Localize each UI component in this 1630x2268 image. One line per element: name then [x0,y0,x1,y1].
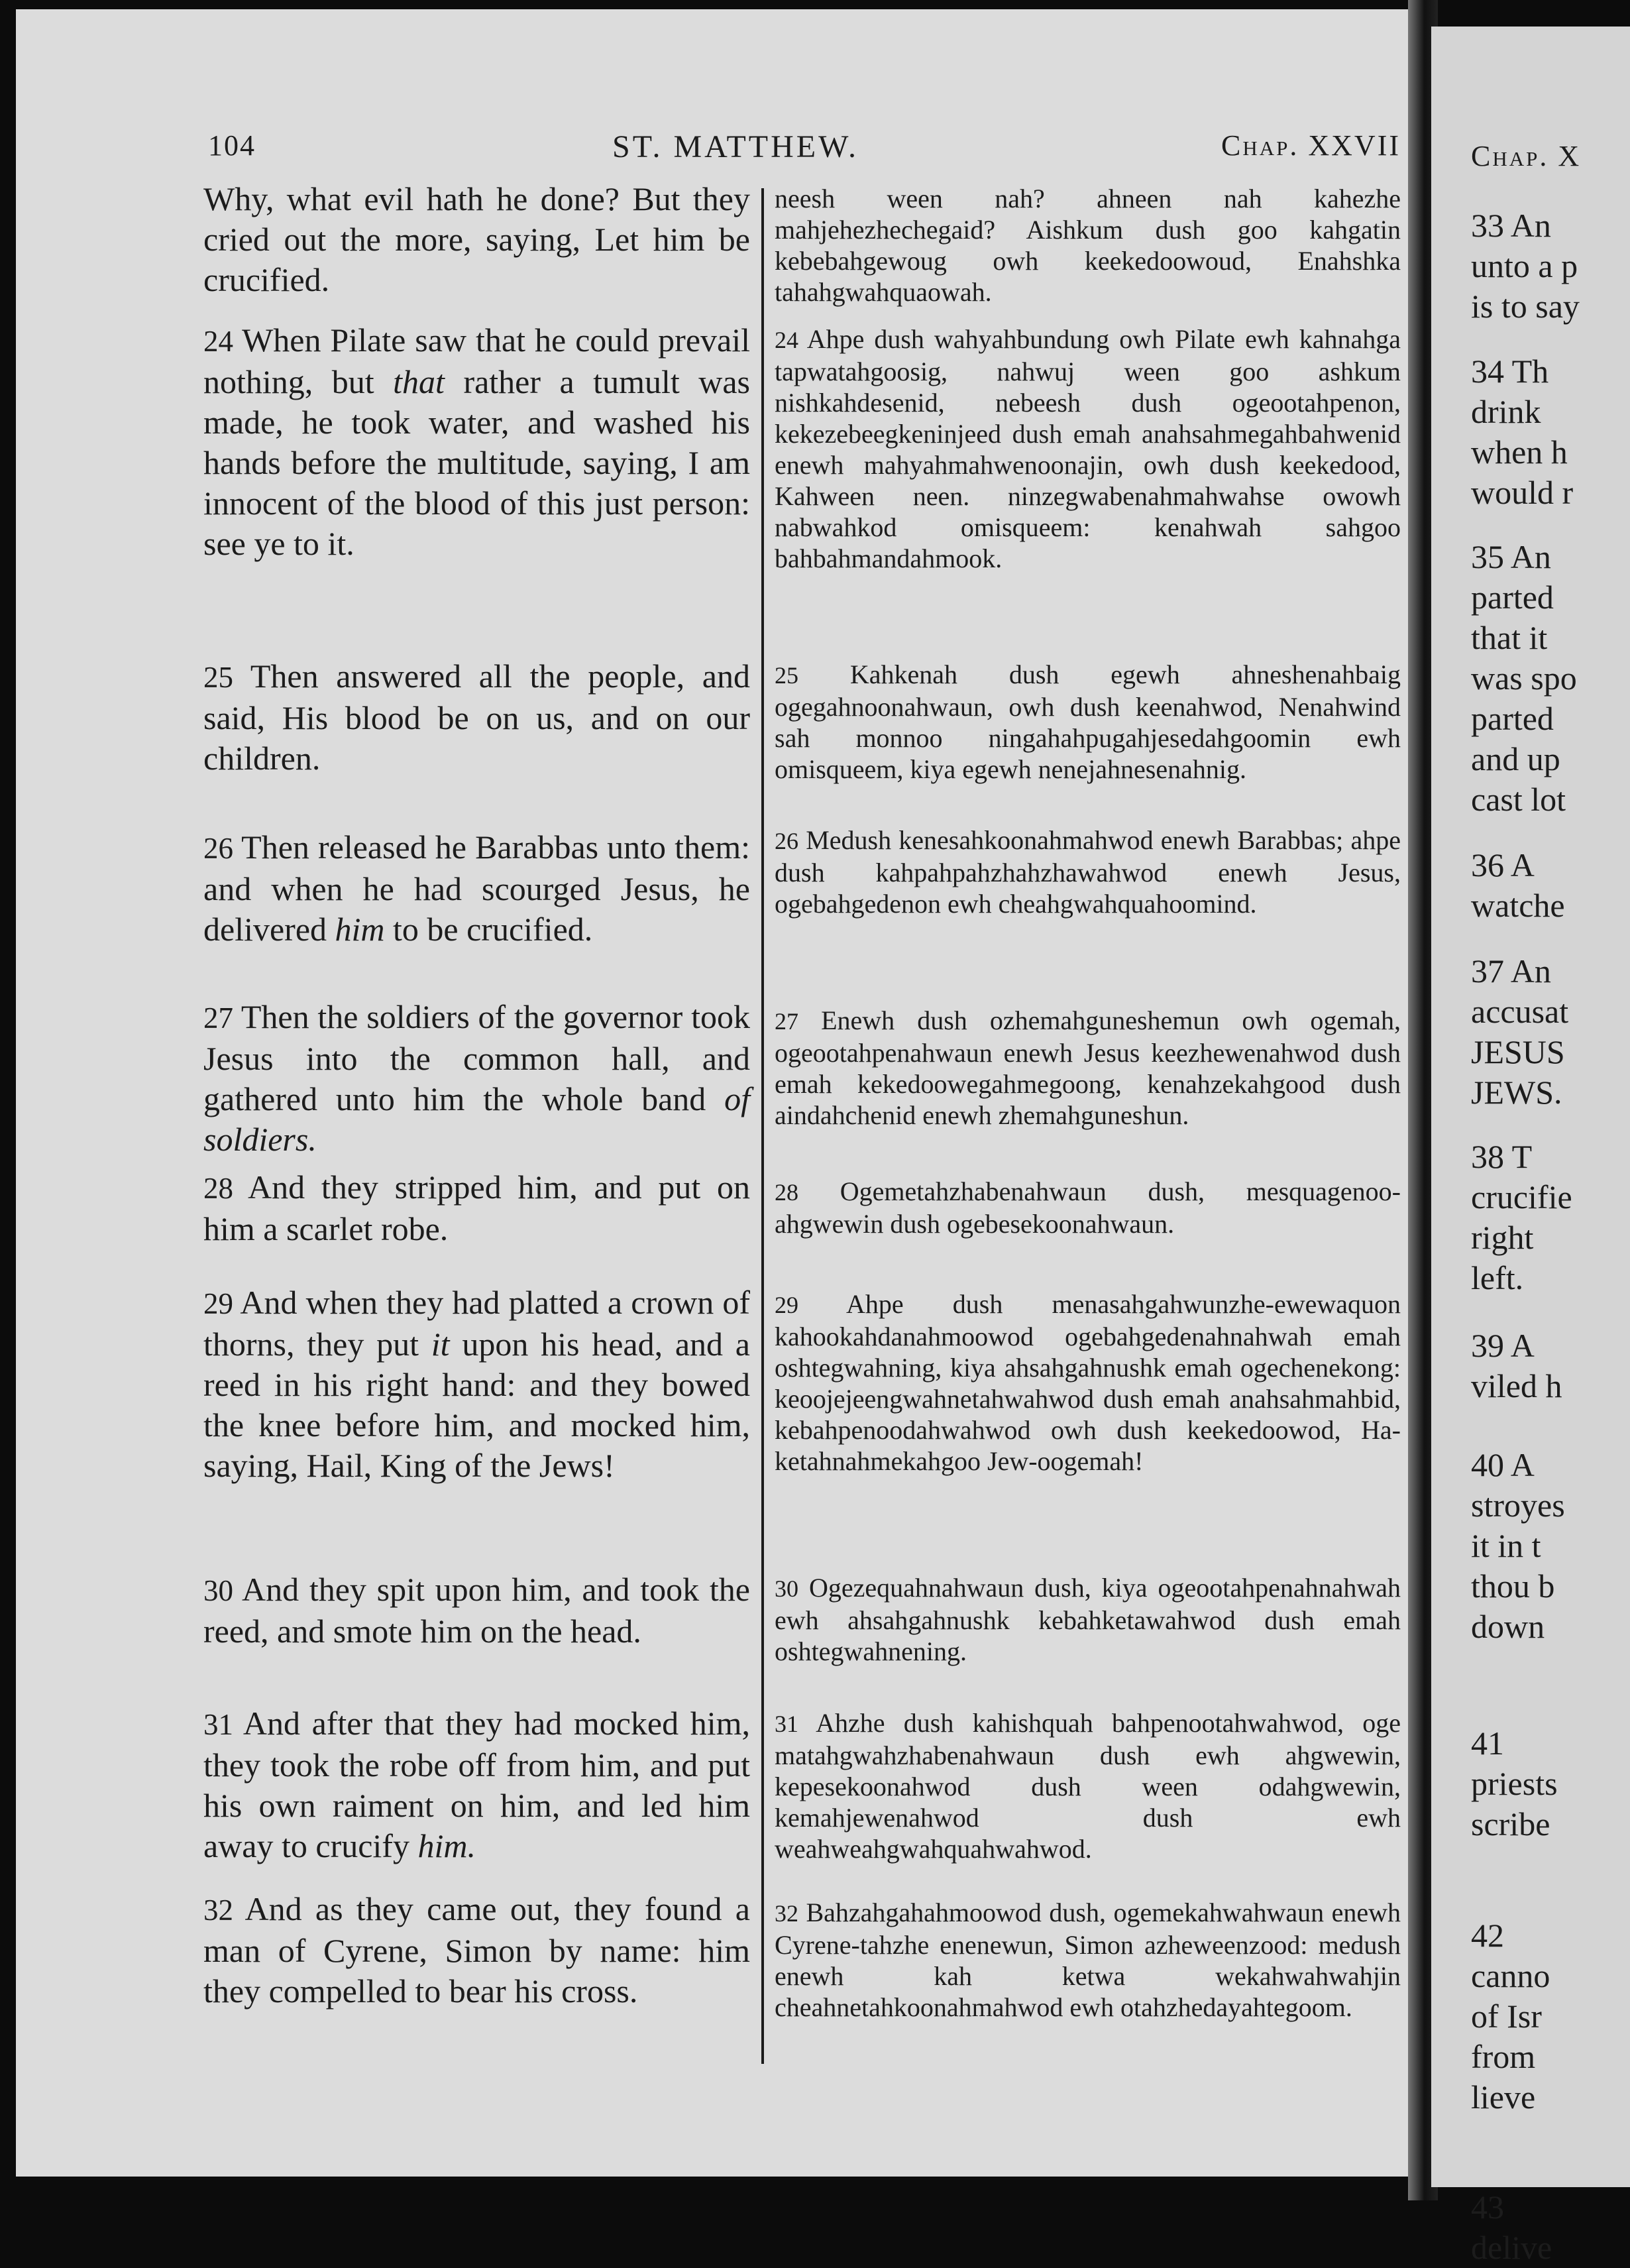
english-verse [203,1703,750,1866]
verse-number: 29 [203,1287,233,1320]
verse-text-part: When Pilate saw that he could prevail nothing, but [203,321,750,400]
right-page-line: down [1471,1608,1545,1645]
right-page-line: 37 An [1471,952,1551,990]
right-page-line: 33 An [1471,207,1551,244]
page-number: 104 [208,129,256,162]
verse-text-part: Then the soldiers of the governor took Jesus into the common hall, and gathered unto him the whole band [203,998,750,1117]
verse-text [775,1897,1401,2023]
column-divider [761,188,764,2064]
verse-text [203,320,750,564]
page-header [188,122,1401,168]
right-page-line: canno [1471,1957,1550,1994]
verse-text [775,1572,1401,1667]
right-page-line: stroyes [1471,1487,1565,1524]
right-page-line: drink [1471,393,1541,430]
right-page-line: JESUS [1471,1033,1565,1070]
verse-text-part: Enewh dush ozhemahguneshemun owh ogemah, ogeootahpenahwaun enewh Jesus keezhewenahwod dush emah kekedoowegahmegoong, kenahzekahgood dush aindahchenid enewh zhemahguneshun. [775,1005,1401,1130]
ojibwe-verse [775,1897,1401,2023]
verse-text-part: Kahkenah dush egewh ahneshenahbaig ogegahnoonahwaun, owh dush keenahwod, Nenahwind sah monnoo ningahahpugahjesedahgoomin ewh omisqueem, kiya egewh nenejahnesenahnig. [775,659,1401,784]
right-page-line: 43 [1471,2188,1504,2226]
right-page-line: viled h [1471,1367,1562,1404]
right-page-line: would r [1471,474,1574,511]
right-page-line: accusat [1471,993,1569,1030]
ojibwe-verse [775,1572,1401,1667]
right-page-line: from [1471,2038,1536,2075]
right-page-line: priests [1471,1765,1558,1802]
verse-text [203,827,750,950]
verse-text [775,824,1401,919]
right-page-line: 41 [1471,1725,1504,1762]
right-page-line: right [1471,1219,1534,1256]
right-page-line: cast lot [1471,781,1566,818]
right-page-line: that it [1471,619,1548,656]
verse-text-part: Ahzhe dush kahishquah bahpenootahwahwod, oge matahgwahzhabenahwaun dush ewh ahgwewin, kepesekoonahwod dush ween odahgwewin, kemahjewenahwod dush ewh weahweahgwahquahwahwod. [775,1708,1401,1864]
verse-text-part: to be crucified. [384,911,593,948]
right-page-line: 40 A [1471,1446,1535,1483]
right-page-line: was spo [1471,659,1577,697]
verse-text [775,659,1401,785]
right-page-line: left. [1471,1259,1524,1296]
right-page-line: scribe [1471,1805,1550,1843]
english-verse [203,320,750,564]
chapter-heading: Chap. XXVII [1221,129,1401,162]
english-verse [203,827,750,950]
right-page-line: 42 [1471,1917,1504,1954]
right-page-line: 39 A [1471,1327,1535,1364]
verse-number: 30 [775,1575,798,1602]
verse-text [203,1889,750,2012]
verse-text-part: And after that they had mocked him, they took the robe off from him, and put his own raiment on him, and led him away to crucify [203,1705,750,1864]
verse-number: 25 [203,661,233,694]
left-page [16,9,1415,2177]
right-page-line: and up [1471,740,1560,777]
verse-text-part: And when they had platted a crown of thorns, they put [203,1284,750,1363]
ojibwe-verse [775,1707,1401,1864]
right-page-line: watche [1471,887,1565,924]
verse-text-part: And they spit upon him, and took the reed, and smote him on the head. [203,1571,750,1650]
verse-number: 29 [775,1292,798,1318]
verse-italic-word: of soldiers. [203,1080,750,1158]
verse-text [203,1282,750,1486]
ojibwe-verse [775,1176,1401,1239]
verse-text [203,656,750,779]
verse-text [775,183,1401,308]
right-page-line: 35 An [1471,538,1551,575]
verse-number: 27 [775,1008,798,1035]
verse-number: 31 [775,1711,798,1737]
right-page-line: parted [1471,700,1554,737]
english-verse [203,656,750,779]
english-verse [203,179,750,300]
verse-italic-word: it [431,1326,450,1363]
verse-text [775,1707,1401,1864]
verse-number: 26 [203,832,233,865]
ojibwe-verse [775,659,1401,785]
ojibwe-verse [775,183,1401,308]
right-page-line: delive [1471,2229,1552,2266]
verse-text-part: Bahzahgahahmoowod dush, ogemekahwahwaun enewh Cyrene-tahzhe enenewun, Simon azheweenzood: medush enewh kah ketwa wekahwahwahjin cheahnetahkoonahmahwod ewh otahzhedayahtegoom. [775,1898,1401,2022]
verse-italic-word: that [393,363,445,400]
verse-italic-word: him. [417,1827,476,1864]
verse-text-part: And as they came out, they found a man of Cyrene, Simon by name: him they compelled to bear his cross. [203,1890,750,2010]
verse-text-part: Then answered all the people, and said, His blood be on us, and on our children. [203,657,750,777]
right-page-line: 36 A [1471,846,1535,883]
verse-number: 31 [203,1708,233,1741]
verse-text-part: Ahpe dush wahyahbundung owh Pilate ewh kahnahga tapwatahgoosig, nahwuj ween goo ashkum nishkahdesenid, nebeesh dush ogeootahpenon, kekezebeegkeninjeed dush emah anahsahmegahbahwenid enewh mahyahmahwenoonajin, owh dush keekedood, Kahween neen. ninzegwabenahmahwahse owowh nabwahkod omisqueem: kenahwah sahgoo bahbahmandahmook. [775,324,1401,573]
verse-text [775,1176,1401,1239]
verse-number: 26 [775,828,798,854]
right-page-line: parted [1471,579,1554,616]
right-page-line: 38 T [1471,1138,1533,1175]
verse-italic-word: him [335,911,385,948]
right-page-line: unto a p [1471,247,1578,284]
english-verse [203,1282,750,1486]
verse-text-part: neesh ween nah? ahneen nah kahezhe mahjehezhechegaid? Aishkum dush goo kahgatin kebebahgewoug owh keekedoowoud, Enahshka tahahgwahquaowah. [775,184,1401,307]
verse-text [203,1569,750,1652]
verse-text [203,1167,750,1249]
ojibwe-verse [775,1005,1401,1131]
verse-text [775,323,1401,574]
english-verse [203,1167,750,1249]
verse-text-part: And they stripped him, and put on him a scarlet robe. [203,1168,750,1247]
verse-number: 32 [775,1900,798,1927]
verse-text [775,1288,1401,1477]
verse-text [203,997,750,1160]
right-page-line: 34 Th [1471,353,1549,390]
ojibwe-verse [775,1288,1401,1477]
verse-text [203,179,750,300]
right-page-line: it in t [1471,1527,1541,1564]
verse-text-part: Ahpe dush menasahgahwunzhe-ewewaquon kahookahdanahmoowod ogebahgedenahnahwah emah oshtegwahning, kiya ahsahgahnushk emah ogechenekong: keoojejeengwahnetahwahwod dush emah anahsahmahbid, kebahpenoodahwahwod owh dush keekedoowod, Ha-ketahnahmekahgoo Jew-oogemah! [775,1289,1401,1476]
ojibwe-verse [775,323,1401,574]
right-page-line: thou b [1471,1567,1555,1605]
verse-text-part: Then released he Barabbas unto them: and when he had scourged Jesus, he delivered [203,828,750,948]
verse-number: 32 [203,1894,233,1927]
verse-text [775,1005,1401,1131]
english-verse [203,1889,750,2012]
verse-text-part: Ogemetahzhabenahwaun dush, mesquagenoo-ahgwewin dush ogebesekoonahwaun. [775,1176,1401,1239]
english-verse [203,997,750,1160]
english-verse [203,1569,750,1652]
right-page-line: of Isr [1471,1998,1542,2035]
ojibwe-verse [775,824,1401,919]
verse-number: 27 [203,1001,233,1035]
verse-text [203,1703,750,1866]
right-page-line: JEWS. [1471,1074,1562,1111]
right-page [1431,27,1630,2266]
verse-text-part: Ogezequahnahwaun dush, kiya ogeootahpenahnahwah ewh ahsahgahnushk kebahketawahwod dush emah oshtegwahnening. [775,1573,1401,1666]
right-page-line: when h [1471,433,1568,471]
right-page-line: crucifie [1471,1178,1572,1216]
right-page-line: is to say [1471,288,1580,325]
verse-number: 30 [203,1574,233,1607]
verse-number: 24 [775,327,798,353]
verse-text-part: rather a tumult was made, he took water, and washed his hands before the multitude, saying, I am innocent of the blood of this just person: see ye to it. [203,363,750,562]
verse-number: 28 [203,1172,233,1205]
verse-number: 24 [203,325,233,358]
verse-text-part: Why, what evil hath he done? But they cried out the more, saying, Let him be crucified. [203,180,750,298]
verse-number: 25 [775,662,798,689]
verse-number: 28 [775,1179,798,1206]
verse-text-part: Medush kenesahkoonahmahwod enewh Barabbas; ahpe dush kahpahpahzhahzhawahwod enewh Jesus, ogebahgedenon ewh cheahgwahquahoomind. [775,825,1401,919]
verse-text-part: upon his head, and a reed in his right hand: and they bowed the knee before him, and mocked him, saying, Hail, King of the Jews! [203,1326,750,1484]
page-title: ST. MATTHEW. [612,129,859,164]
right-page-line: lieve [1471,2078,1536,2116]
right-page-chapter-heading: Chap. X [1471,140,1582,172]
